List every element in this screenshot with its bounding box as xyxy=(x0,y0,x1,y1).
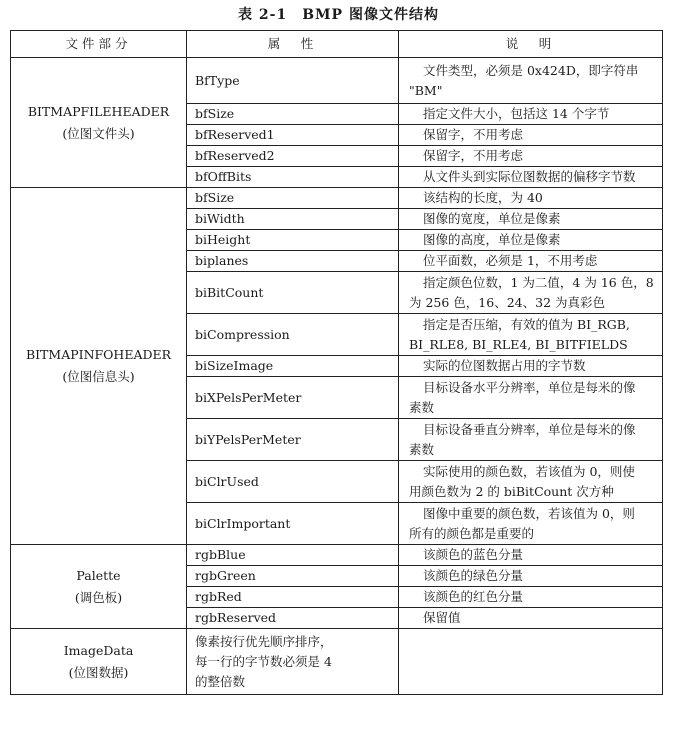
attr-cell: biCompression xyxy=(187,314,399,356)
desc-line: 图像的宽度，单位是像素 xyxy=(423,211,561,226)
desc-cell xyxy=(399,167,663,188)
desc-cell xyxy=(399,356,663,377)
desc-cell xyxy=(399,125,663,146)
desc-line: 保留字，不用考虑 xyxy=(423,148,524,163)
table-caption: 表 2-1 BMP 图像文件结构 xyxy=(238,7,439,23)
attr-cell: rgbReserved xyxy=(187,608,399,629)
attr-cell: biYPelsPerMeter xyxy=(187,419,399,461)
attr-cell: biBitCount xyxy=(187,272,399,314)
desc-cell xyxy=(399,209,663,230)
desc-line: 该结构的长度，为 40 xyxy=(423,190,543,205)
attr-cell: bfReserved1 xyxy=(187,125,399,146)
header-row xyxy=(11,31,663,58)
desc-line: 实际使用的颜色数，若该值为 0，则使 xyxy=(423,463,635,479)
desc-cell xyxy=(399,629,663,695)
desc-line: 所有的颜色都是重要的 xyxy=(409,525,535,541)
table-row xyxy=(11,629,663,695)
desc-line: 从文件头到实际位图数据的偏移字节数 xyxy=(423,169,636,184)
header-desc: 说 明 xyxy=(399,31,663,58)
desc-cell xyxy=(399,461,663,503)
desc-cell xyxy=(399,314,663,356)
desc-line: 素数 xyxy=(409,441,435,457)
attr-cell: biXPelsPerMeter xyxy=(187,377,399,419)
desc-cell xyxy=(399,608,663,629)
desc-cell xyxy=(399,230,663,251)
attr-cell: biSizeImage xyxy=(187,356,399,377)
desc-cell xyxy=(399,566,663,587)
attr-cell: biWidth xyxy=(187,209,399,230)
attr-line: 像素按行优先顺序排序， xyxy=(195,633,333,649)
desc-line: 指定文件大小，包括这 14 个字节 xyxy=(423,106,610,121)
desc-line: 目标设备垂直分辨率，单位是每米的像 xyxy=(423,421,636,437)
part-cell xyxy=(11,58,187,188)
desc-line: 保留字，不用考虑 xyxy=(423,127,524,142)
desc-line: 用颜色数为 2 的 biBitCount 次方种 xyxy=(409,483,614,499)
part-subtitle: (位图数据) xyxy=(68,664,129,680)
desc-cell xyxy=(399,503,663,545)
desc-line: 实际的位图数据占用的字节数 xyxy=(423,358,586,373)
desc-cell xyxy=(399,58,663,104)
desc-cell xyxy=(399,104,663,125)
part-name: Palette xyxy=(76,567,121,583)
attr-cell xyxy=(187,629,399,695)
desc-cell xyxy=(399,377,663,419)
desc-line: 文件类型，必须是 0x424D，即字符串 xyxy=(423,62,639,78)
header-part: 文件部分 xyxy=(11,31,187,58)
desc-line: 图像的高度，单位是像素 xyxy=(423,232,561,247)
desc-line: 为 256 色，16、24、32 为真彩色 xyxy=(409,294,605,310)
part-subtitle: (位图信息头) xyxy=(62,369,135,384)
desc-line: 素数 xyxy=(409,399,435,415)
desc-line: 指定是否压缩，有效的值为 BI_RGB, xyxy=(423,316,630,332)
attr-cell: biClrImportant xyxy=(187,503,399,545)
attr-line: 每一行的字节数必须是 4 xyxy=(195,653,332,669)
part-subtitle: (位图文件头) xyxy=(62,125,135,141)
desc-line: 指定颜色位数，1 为二值，4 为 16 色，8 xyxy=(423,274,654,290)
attr-line: 的整倍数 xyxy=(195,673,246,689)
part-cell xyxy=(11,545,187,629)
part-name: BITMAPINFOHEADER xyxy=(25,347,172,362)
desc-line: 该颜色的红色分量 xyxy=(423,589,524,604)
part-name: ImageData xyxy=(63,642,134,658)
part-name: BITMAPFILEHEADER xyxy=(27,103,170,119)
desc-cell xyxy=(399,587,663,608)
desc-line: BI_RLE8, BI_RLE4, BI_BITFIELDS xyxy=(409,336,628,352)
desc-line: 该颜色的绿色分量 xyxy=(423,568,524,583)
attr-cell: rgbGreen xyxy=(187,566,399,587)
attr-cell: biHeight xyxy=(187,230,399,251)
desc-cell xyxy=(399,146,663,167)
table-body xyxy=(11,58,663,695)
attr-cell: bfReserved2 xyxy=(187,146,399,167)
desc-line: 该颜色的蓝色分量 xyxy=(423,547,524,562)
part-cell xyxy=(11,188,187,545)
attr-cell: BfType xyxy=(187,58,399,104)
attr-cell: rgbBlue xyxy=(187,545,399,566)
desc-cell xyxy=(399,251,663,272)
table-row xyxy=(11,58,663,104)
desc-cell xyxy=(399,545,663,566)
part-cell xyxy=(11,629,187,695)
desc-cell xyxy=(399,188,663,209)
desc-cell xyxy=(399,272,663,314)
desc-line: 图像中重要的颜色数，若该值为 0，则 xyxy=(423,505,635,521)
bmp-structure-table xyxy=(10,30,663,695)
table-row xyxy=(11,188,663,209)
attr-cell: biClrUsed xyxy=(187,461,399,503)
desc-line: 保留值 xyxy=(423,610,461,625)
attr-cell: rgbRed xyxy=(187,587,399,608)
desc-cell xyxy=(399,419,663,461)
desc-line: "BM" xyxy=(409,82,443,98)
attr-cell: bfOffBits xyxy=(187,167,399,188)
desc-line: 目标设备水平分辨率，单位是每米的像 xyxy=(423,379,636,395)
attr-cell: biplanes xyxy=(187,251,399,272)
attr-cell: bfSize xyxy=(187,188,399,209)
part-subtitle: (调色板) xyxy=(74,589,123,605)
table-row xyxy=(11,545,663,566)
header-attr: 属 性 xyxy=(187,31,399,58)
desc-line: 位平面数，必须是 1，不用考虑 xyxy=(423,253,598,268)
attr-cell: bfSize xyxy=(187,104,399,125)
